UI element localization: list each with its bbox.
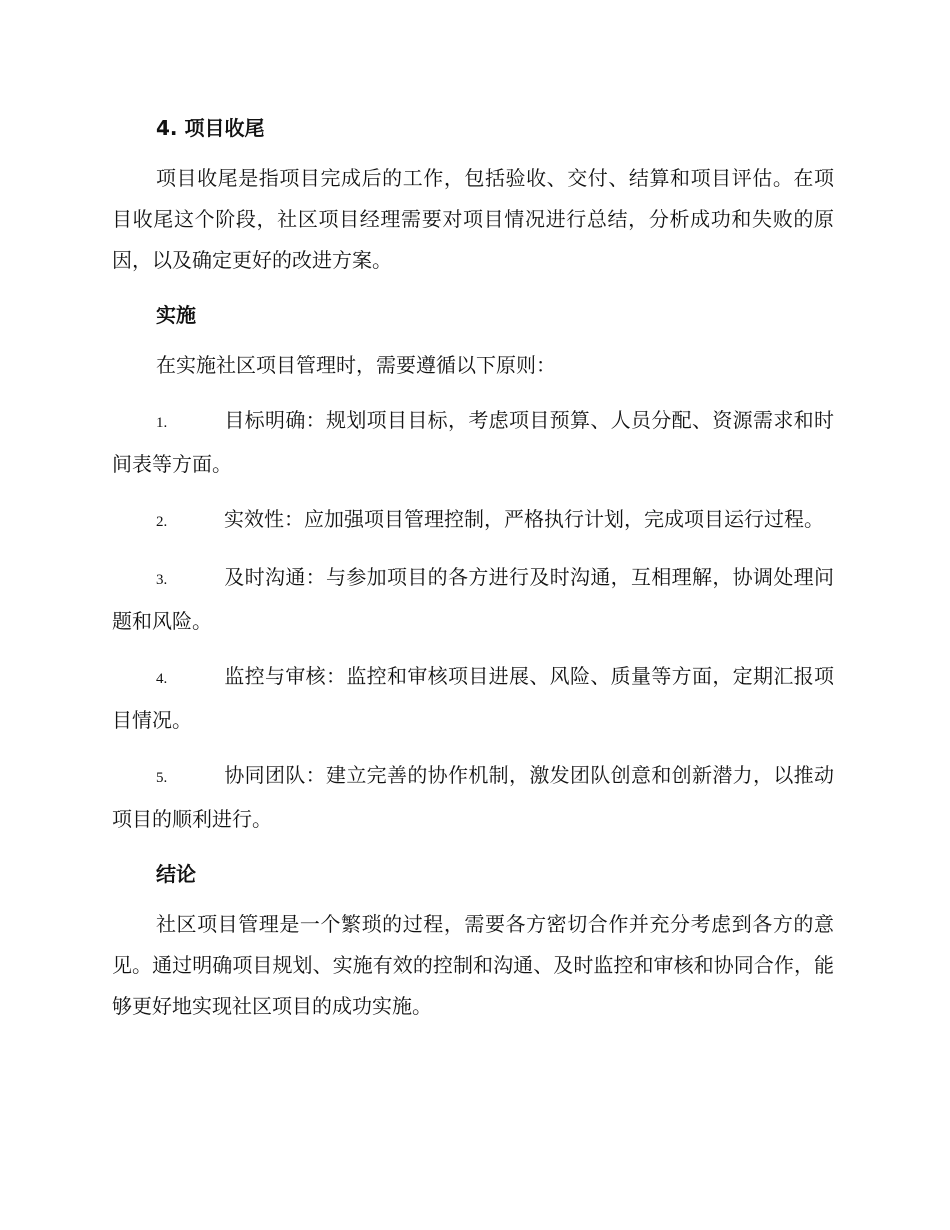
document-page bbox=[112, 108, 834, 1041]
list-item bbox=[112, 755, 834, 840]
section-heading-implementation: 实施 bbox=[156, 303, 196, 327]
list-item-text: 及时沟通：与参加项目的各方进行及时沟通，互相理解，协调处理问题和风险。 bbox=[112, 565, 834, 633]
list-item bbox=[112, 656, 834, 741]
section-heading-closure: 4. 项目收尾 bbox=[156, 116, 265, 140]
list-item-text: 监控与审核：监控和审核项目进展、风险、质量等方面，定期汇报项目情况。 bbox=[112, 664, 834, 732]
list-number: 1. bbox=[156, 415, 168, 431]
paragraph-conclusion: 社区项目管理是一个繁琐的过程，需要各方密切合作并充分考虑到各方的意见。通过明确项目规划、实施有效的控制和沟通、及时监控和审核和协同合作，能够更好地实现社区项目的成功实施。 bbox=[112, 912, 834, 1018]
list-item bbox=[112, 499, 834, 543]
list-item-text: 实效性：应加强项目管理控制，严格执行计划，完成项目运行过程。 bbox=[224, 507, 824, 531]
list-item bbox=[112, 557, 834, 642]
list-item-text: 协同团队：建立完善的协作机制，激发团队创意和创新潜力，以推动项目的顺利进行。 bbox=[112, 763, 834, 831]
list-number: 3. bbox=[156, 572, 168, 588]
paragraph-closure: 项目收尾是指项目完成后的工作，包括验收、交付、结算和项目评估。在项目收尾这个阶段，社区项目经理需要对项目情况进行总结，分析成功和失败的原因，以及确定更好的改进方案。 bbox=[112, 166, 834, 272]
list-number: 5. bbox=[156, 770, 168, 786]
paragraph-implementation-intro: 在实施社区项目管理时，需要遵循以下原则： bbox=[156, 353, 556, 377]
list-item bbox=[112, 400, 834, 485]
list-number: 4. bbox=[156, 671, 168, 687]
list-item-text: 目标明确：规划项目目标，考虑项目预算、人员分配、资源需求和时间表等方面。 bbox=[112, 408, 834, 476]
list-number: 2. bbox=[156, 514, 168, 530]
section-heading-conclusion: 结论 bbox=[156, 862, 196, 886]
